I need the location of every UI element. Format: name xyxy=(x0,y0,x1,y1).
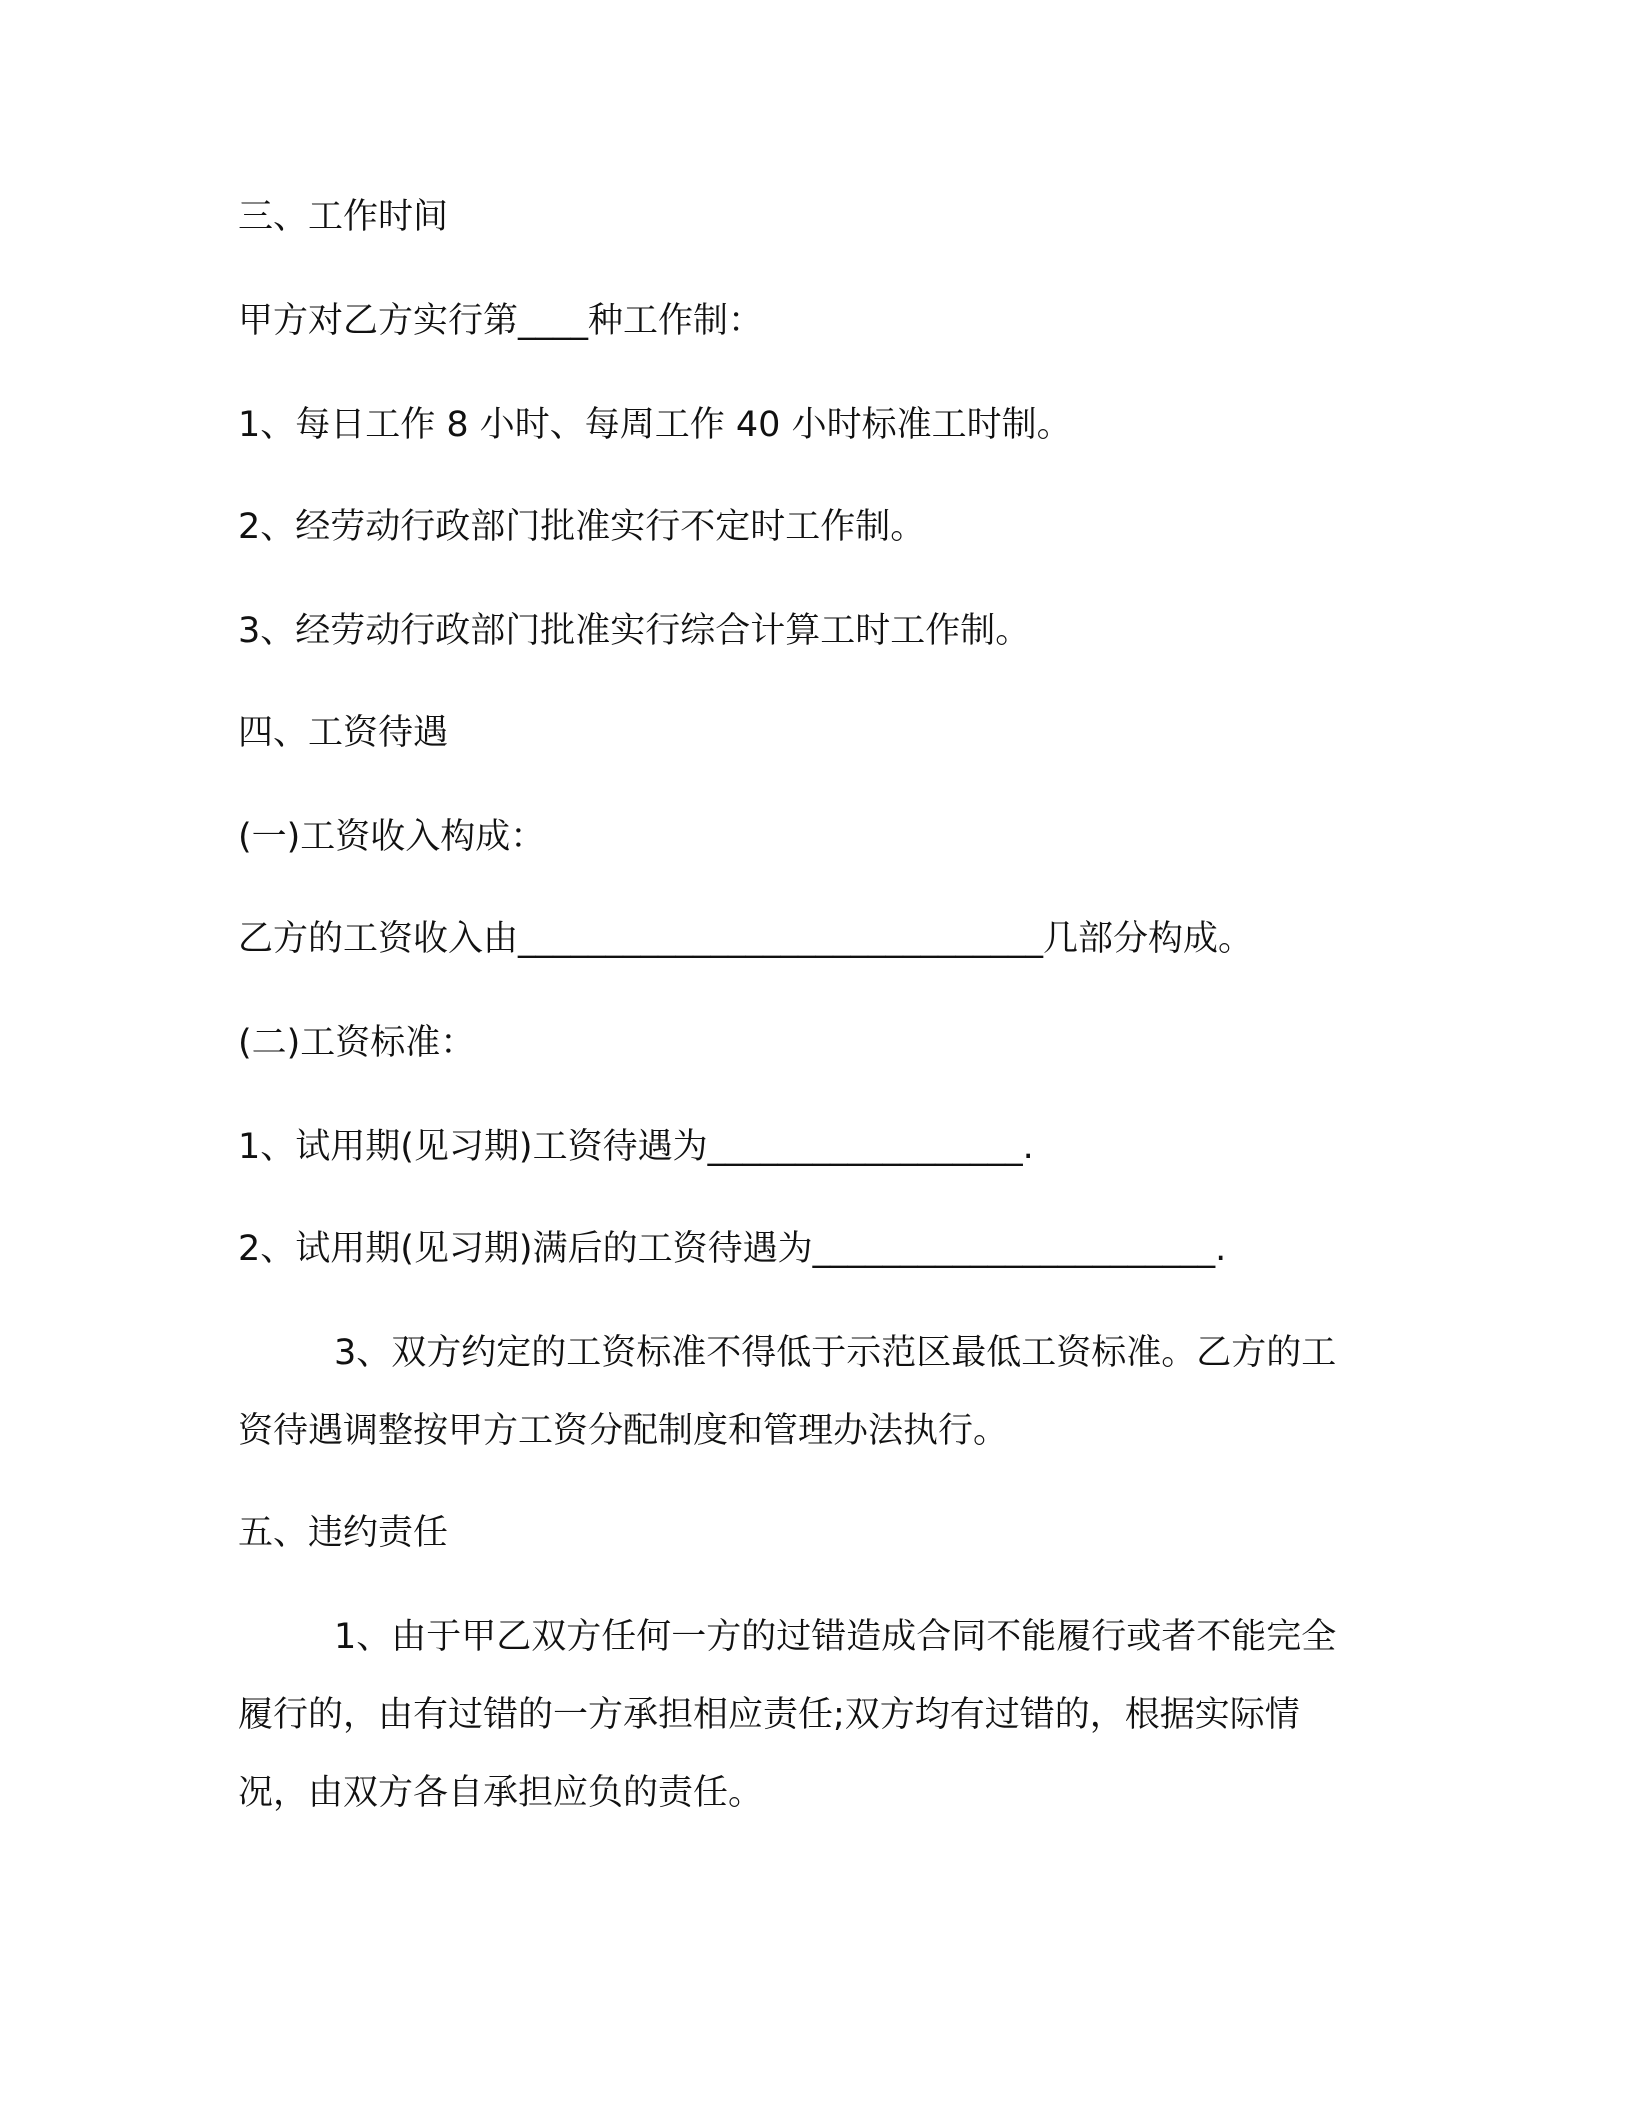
work-system-option-1: 1、每日工作 8 小时、每周工作 40 小时标准工时制。 xyxy=(238,405,1072,445)
work-system-option-2: 2、经劳动行政部门批准实行不定时工作制。 xyxy=(238,507,926,547)
liability-clause-1: 1、由于甲乙双方任何一方的过错造成合同不能履行或者不能完全履行的，由有过错的一方承担相应责任;双方均有过错的，根据实际情况，由双方各自承担应负的责任。 xyxy=(238,1617,1337,1813)
salary-composition-clause: 乙方的工资收入由______________________________几部分构成。 xyxy=(238,919,1254,959)
work-system-option-3: 3、经劳动行政部门批准实行综合计算工时工作制。 xyxy=(238,611,1031,651)
subheading-salary-composition: (一)工资收入构成： xyxy=(238,817,546,857)
salary-standard-item-3: 3、双方约定的工资标准不得低于示范区最低工资标准。乙方的工资待遇调整按甲方工资分配制度和管理办法执行。 xyxy=(238,1333,1337,1451)
salary-standard-item-1: 1、试用期(见习期)工资待遇为__________________. xyxy=(238,1127,1034,1167)
work-system-clause: 甲方对乙方实行第____种工作制： xyxy=(238,301,764,341)
subheading-salary-standard: (二)工资标准： xyxy=(238,1023,476,1063)
section-heading-salary: 四、工资待遇 xyxy=(238,713,449,753)
section-heading-liability: 五、违约责任 xyxy=(238,1513,449,1553)
salary-standard-item-2: 2、试用期(见习期)满后的工资待遇为_______________________. xyxy=(238,1229,1227,1269)
section-heading-work-time: 三、工作时间 xyxy=(238,197,449,237)
